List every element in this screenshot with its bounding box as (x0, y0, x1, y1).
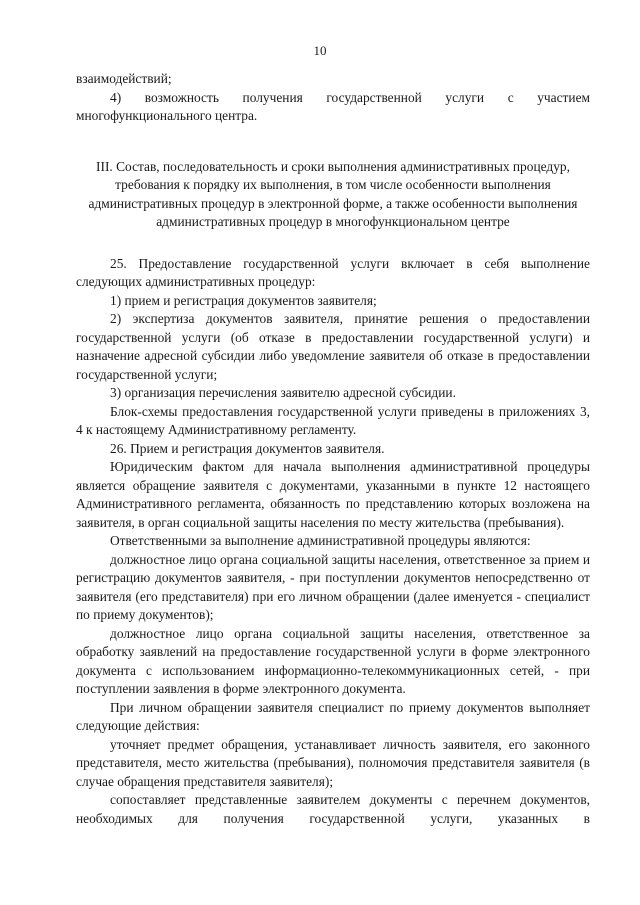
paragraph-procedure-2: 2) экспертиза документов заявителя, принятие решения о предоставлении государственной услуги (об отказе в предоставлении государственной услуги) и назначение адресной субсидии либо уведомление заявителя об отказе в предоставлении государственной услуги; (76, 311, 590, 382)
paragraph-26: 26. Прием и регистрация документов заявителя. (110, 440, 385, 456)
paragraph-continuation: взаимодействий; (76, 71, 172, 86)
paragraph-personal-visit: При личном обращении заявителя специалист по приему документов выполняет следующие действия: (76, 699, 590, 733)
paragraph-block-schemes: Блок-схемы предоставления государственной услуги приведены в приложениях 3, 4 к настоящему Административному регламенту. (76, 403, 590, 437)
paragraph-official-electronic: должностное лицо органа социальной защиты населения, ответственное за обработку заявлений на предоставление государственной услуги в форме электронного документа с использованием информационно-телекоммуникационных сетей, - при поступлении заявления в форме электронного документа. (76, 625, 590, 696)
paragraph-official-intake: должностное лицо органа социальной защиты населения, ответственное за прием и регистрацию документов заявителя, - при поступлении документов непосредственно от заявителя (его представителя) при его личном обращении (далее именуется - специалист по приему документов); (76, 551, 590, 622)
paragraph-procedure-1: 1) прием и регистрация документов заявителя; (110, 292, 377, 308)
page-number: 10 (313, 43, 327, 58)
paragraph-legal-fact: Юридическим фактом для начала выполнения административной процедуры является обращение заявителя с документами, указанными в пункте 12 настоящего Административного регламента, обязанность по представлению которых возложена на заявителя, в орган социальной защиты населения по месту жительства (пребывания). (76, 459, 590, 530)
paragraph-clarifies: уточняет предмет обращения, устанавливает личность заявителя, его законного представителя, место жительства (пребывания), полномочия представителя заявителя (в случае обращения представителя заявителя); (76, 736, 590, 789)
document-body (76, 70, 590, 828)
paragraph-item-4: 4) возможность получения государственной услуги с участием многофункционального центра. (76, 89, 590, 123)
section-heading: III. Состав, последовательность и сроки выполнения административных процедур, требования к порядку их выполнения, в том числе особенности выполнения административных процедур в электронной форме, а также особенности выполнения административных процедур в многофункциональном центре (88, 158, 578, 229)
paragraph-procedure-3: 3) организация перечисления заявителю адресной субсидии. (110, 385, 456, 400)
paragraph-responsible: Ответственными за выполнение административной процедуры являются: (110, 533, 531, 548)
paragraph-compares: сопоставляет представленные заявителем документы с перечнем документов, необходимых для получения государственной услуги, указанных в (76, 792, 590, 826)
paragraph-25: 25. Предоставление государственной услуги включает в себя выполнение следующих административных процедур: (76, 255, 590, 289)
